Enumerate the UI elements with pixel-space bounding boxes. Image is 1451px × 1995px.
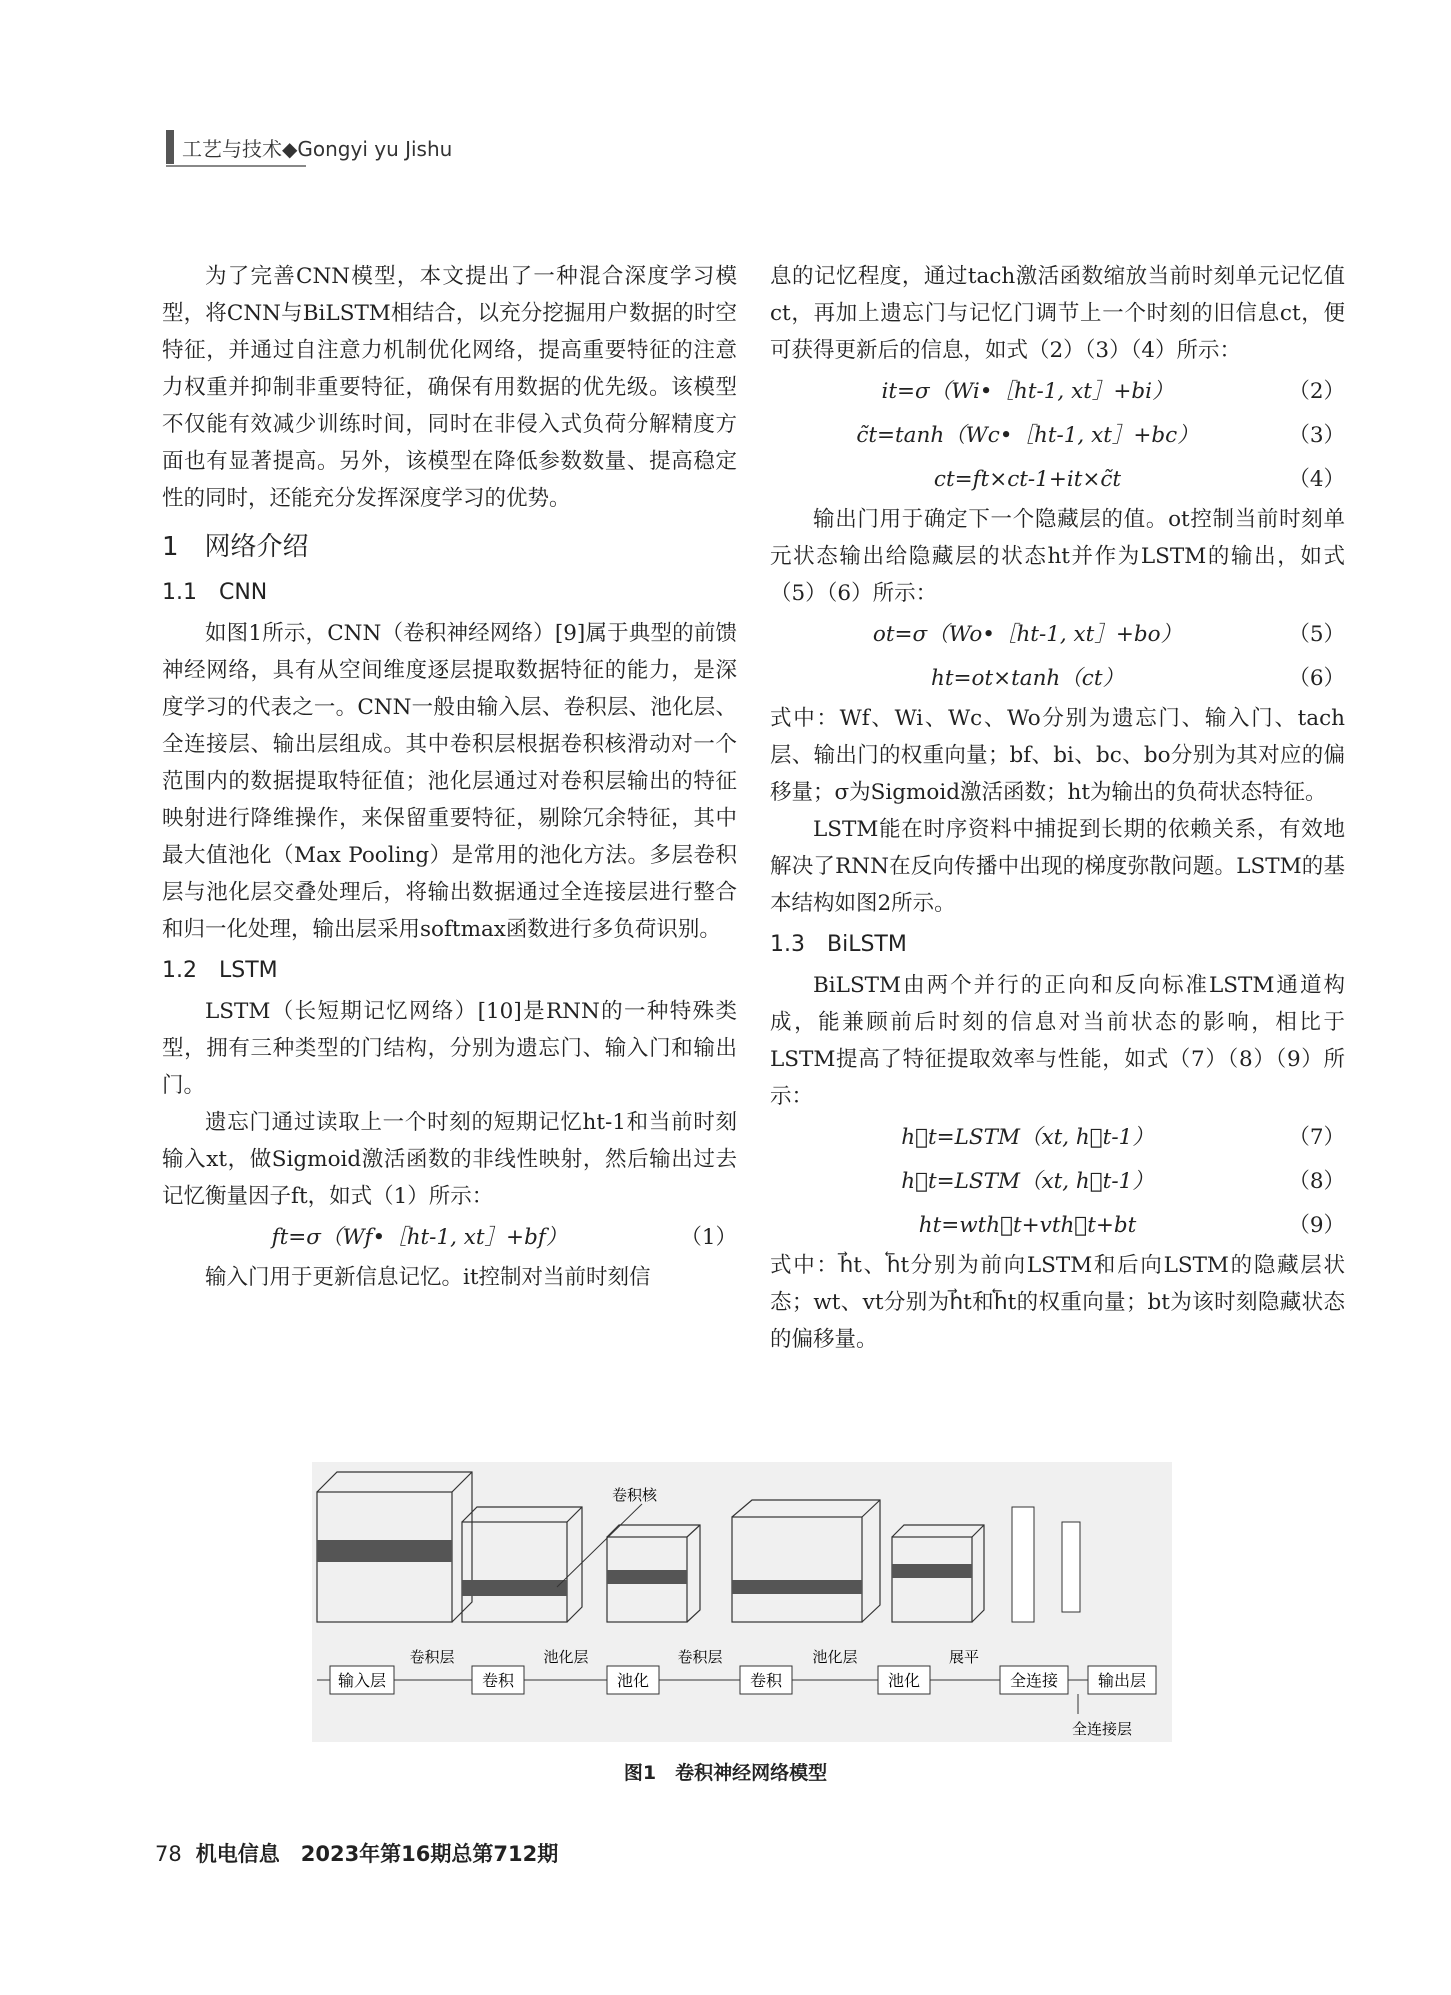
- input-slice: [317, 1540, 452, 1562]
- cnn-diagram: [312, 1462, 1172, 1742]
- equation-7: [770, 1115, 1345, 1159]
- subsection-heading: 1.2 LSTM: [162, 958, 278, 983]
- equation-4: [770, 457, 1345, 501]
- equation-9: [770, 1203, 1345, 1247]
- equation-number: （8）: [1288, 1168, 1345, 1194]
- equation-8: [770, 1159, 1345, 1203]
- arrow-label: 卷积层: [677, 1648, 723, 1666]
- equation-3: [770, 413, 1345, 457]
- section-heading: 1 网络介绍: [162, 532, 309, 562]
- equation-body: ft=σ（Wf•［ht-1, xt］+bf）: [271, 1224, 568, 1250]
- kernel-label: 卷积核: [612, 1486, 658, 1504]
- equation-6: [770, 656, 1345, 700]
- box-fc: 全连接: [1009, 1671, 1059, 1690]
- equation-number: （9）: [1288, 1212, 1345, 1238]
- equation-body: ht=wth⃗t+vth⃖t+bt: [918, 1212, 1137, 1238]
- box-conv2: 卷积: [749, 1671, 783, 1690]
- page-footer: [155, 1838, 558, 1868]
- header-text: 工艺与技术◆Gongyi yu Jishu: [182, 136, 453, 161]
- equation-body: ct=ft×ct-1+it×c̃t: [933, 466, 1122, 492]
- equation-number: （7）: [1288, 1124, 1345, 1150]
- equation-2: [770, 369, 1345, 413]
- equation-number: （3）: [1288, 422, 1345, 448]
- pool2-slice: [892, 1564, 972, 1578]
- paragraph: LSTM（长短期记忆网络）[10]是RNN的一种特殊类型，拥有三种类型的门结构，分别为遗忘门、输入门和输出门。: [162, 999, 737, 1098]
- cnn-figure: [312, 1462, 1172, 1742]
- subsection-heading: 1.3 BiLSTM: [770, 932, 907, 957]
- fc-label: 全连接层: [1071, 1720, 1133, 1738]
- equation-number: （1）: [680, 1224, 737, 1250]
- paragraph: 如图1所示，CNN（卷积神经网络）[9]属于典型的前馈神经网络，具有从空间维度逐层提取数据特征的能力，是深度学习的代表之一。CNN一般由输入层、卷积层、池化层、全连接层、输出层组成。其中卷积层根据卷积核滑动对一个范围内的数据提取特征值；池化层通过对卷积层输出的特征映射进行降维操作，来保留重要特征，剔除冗余特征，其中最大值池化（Max Pooling）是常用的池化方法。多层卷积层与池化层交叠处理后，将输出数据通过全连接层进行整合和归一化处理，输出层采用softmax函数进行多负荷识别。: [162, 621, 737, 942]
- paragraph: 输入门用于更新信息记忆。it控制对当前时刻信: [205, 1265, 651, 1290]
- box-input: 输入层: [337, 1671, 387, 1690]
- equation-1: [162, 1215, 737, 1259]
- page-number: 78: [155, 1842, 182, 1866]
- equation-5: [770, 612, 1345, 656]
- equation-number: （5）: [1288, 621, 1345, 647]
- flatten-column: [1012, 1507, 1034, 1622]
- paragraph: 式中：Wf、Wi、Wc、Wo分别为遗忘门、输入门、tach层、输出门的权重向量；bf、bi、bc、bo分别为其对应的偏移量；σ为Sigmoid激活函数；ht为输出的负荷状态特征。: [770, 706, 1345, 805]
- equation-body: ht=ot×tanh（ct）: [931, 665, 1124, 691]
- flow-labels: [409, 1648, 979, 1666]
- figure-caption: 图1 卷积神经网络模型: [623, 1762, 828, 1784]
- conv2-slice: [732, 1580, 862, 1594]
- arrow-label: 展平: [948, 1648, 980, 1666]
- paragraph: LSTM能在时序资料中捕捉到长期的依赖关系，有效地解决了RNN在反向传播中出现的梯度弥散问题。LSTM的基本结构如图2所示。: [770, 817, 1345, 916]
- paragraph: 为了完善CNN模型，本文提出了一种混合深度学习模型，将CNN与BiLSTM相结合，以充分挖掘用户数据的时空特征，并通过自注意力机制优化网络，提高重要特征的注意力权重并抑制非重要特征，确保有用数据的优先级。该模型不仅能有效减少训练时间，同时在非侵入式负荷分解精度方面也有显著提高。另外，该模型在降低参数数量、提高稳定性的同时，还能充分发挥深度学习的优势。: [162, 264, 737, 511]
- running-header: [166, 130, 452, 164]
- equation-body: c̃t=tanh（Wc•［ht-1, xt］+bc）: [856, 422, 1199, 448]
- arrow-label: 池化层: [543, 1648, 589, 1666]
- equation-body: h⃗t=LSTM（xt, h⃗t-1）: [901, 1124, 1154, 1150]
- paragraph: 息的记忆程度，通过tach激活函数缩放当前时刻单元记忆值ct，再加上遗忘门与记忆门调节上一个时刻的旧信息ct，便可获得更新后的信息，如式（2）（3）（4）所示：: [770, 264, 1345, 363]
- equation-body: ot=σ（Wo•［ht-1, xt］+bo）: [872, 621, 1183, 647]
- conv2-cube: [732, 1500, 880, 1622]
- header-bar: [166, 130, 174, 164]
- equation-body: h⃖t=LSTM（xt, h⃖t-1）: [901, 1168, 1154, 1194]
- arrow-label: 池化层: [812, 1648, 858, 1666]
- conv1-cube: [462, 1507, 582, 1622]
- arrow-label: 卷积层: [409, 1648, 455, 1666]
- paragraph: 输出门用于确定下一个隐藏层的值。ot控制当前时刻单元状态输出给隐藏层的状态ht并作为LSTM的输出，如式（5）（6）所示：: [770, 507, 1345, 606]
- equation-body: it=σ（Wi•［ht-1, xt］+bi）: [881, 378, 1174, 404]
- subsection-heading: 1.1 CNN: [162, 580, 268, 605]
- box-pool1: 池化: [616, 1671, 650, 1690]
- paragraph: 遗忘门通过读取上一个时刻的短期记忆ht-1和当前时刻输入xt，做Sigmoid激活函数的非线性映射，然后输出过去记忆衡量因子ft，如式（1）所示：: [162, 1110, 737, 1209]
- paragraph: 式中：h⃗t、h⃖t分别为前向LSTM和后向LSTM的隐藏层状态；wt、vt分别为h⃗t和h⃖t的权重向量；bt为该时刻隐藏状态的偏移量。: [770, 1253, 1345, 1352]
- box-output: 输出层: [1097, 1671, 1147, 1690]
- box-conv1: 卷积: [481, 1671, 515, 1690]
- left-column: [162, 258, 737, 1296]
- box-pool2: 池化: [887, 1671, 921, 1690]
- paragraph: BiLSTM由两个并行的正向和反向标准LSTM通道构成，能兼顾前后时刻的信息对当前状态的影响，相比于LSTM提高了特征提取效率与性能，如式（7）（8）（9）所示：: [770, 973, 1345, 1109]
- equation-number: （4）: [1288, 466, 1345, 492]
- header-rule: [166, 165, 306, 167]
- journal-issue: 机电信息 2023年第16期总第712期: [195, 1842, 559, 1866]
- fc-column: [1062, 1522, 1080, 1612]
- right-column: [770, 258, 1345, 1358]
- conv1-slice: [462, 1580, 567, 1596]
- pool1-slice: [607, 1570, 687, 1584]
- equation-number: （6）: [1288, 665, 1345, 691]
- equation-number: （2）: [1288, 378, 1345, 404]
